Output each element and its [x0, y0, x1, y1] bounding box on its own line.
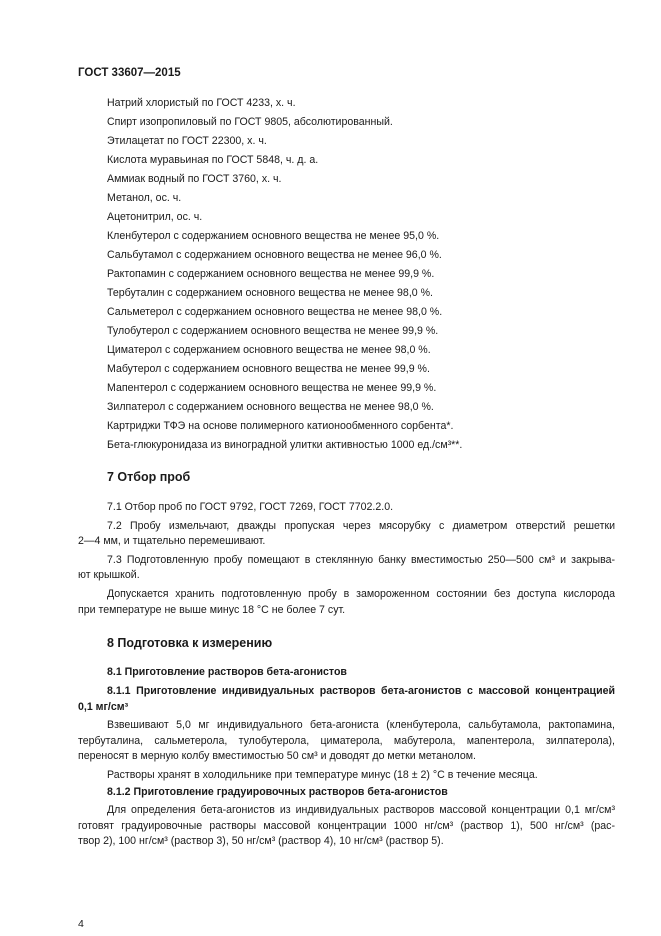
clause-7-3-line2: ют крышкой. — [78, 569, 140, 581]
reagent-item: Этилацетат по ГОСТ 22300, х. ч. — [107, 135, 267, 147]
reagent-item: Мабутерол с содержанием основного вещества не менее 99,9 %. — [107, 363, 430, 375]
subsection-8-1-1-line1: 8.1.1 Приготовление индивидуальных растворов бета-агонистов с массовой концентрацией — [107, 685, 615, 697]
section-8-heading: 8 Подготовка к измерению — [107, 636, 273, 650]
section-7-heading: 7 Отбор проб — [107, 470, 191, 484]
clause-7-3-line1: 7.3 Подготовленную пробу помещают в стеклянную банку вместимостью 250—500 см³ и закрыва- — [107, 554, 615, 566]
reagent-item: Тулобутерол с содержанием основного вещества не менее 99,9 %. — [107, 325, 439, 337]
storage-note-line1: Допускается хранить подготовленную пробу в замороженном состоянии без доступа кислорода — [107, 588, 615, 600]
reagent-item: Картриджи ТФЭ на основе полимерного катионообменного сорбента*. — [107, 420, 454, 432]
storage-solutions: Растворы хранят в холодильнике при температуре минус (18 ± 2) °С в течение месяца. — [107, 769, 538, 781]
page-number: 4 — [78, 918, 84, 930]
calibration-line3: твор 2), 100 нг/см³ (раствор 3), 50 нг/см³ (раствор 4), 10 нг/см³ (раствор 5). — [78, 835, 444, 847]
subsection-8-1: 8.1 Приготовление растворов бета-агонистов — [107, 666, 347, 678]
reagent-item: Кислота муравьиная по ГОСТ 5848, ч. д. а. — [107, 154, 319, 166]
reagent-item: Аммиак водный по ГОСТ 3760, х. ч. — [107, 173, 282, 185]
weighing-line1: Взвешивают 5,0 мг индивидуального бета-агониста (кленбутерола, сальбутамола, рактопамина, — [107, 719, 615, 731]
reagent-item: Бета-глюкуронидаза из виноградной улитки активностью 1000 ед./см³**. — [107, 439, 463, 451]
reagent-item: Зилпатерол с содержанием основного вещества не менее 98,0 %. — [107, 401, 434, 413]
clause-7-1: 7.1 Отбор проб по ГОСТ 9792, ГОСТ 7269, ГОСТ 7702.2.0. — [107, 501, 394, 513]
reagent-item: Рактопамин с содержанием основного вещества не менее 99,9 %. — [107, 268, 435, 280]
reagent-item: Мапентерол с содержанием основного вещества не менее 99,9 %. — [107, 382, 437, 394]
reagent-item: Циматерол с содержанием основного вещества не менее 98,0 %. — [107, 344, 431, 356]
clause-7-2-line2: 2—4 мм, и тщательно перемешивают. — [78, 535, 266, 547]
storage-note-line2: при температуре не выше минус 18 °C не более 7 сут. — [78, 604, 346, 616]
reagent-item: Тербуталин с содержанием основного вещества не менее 98,0 %. — [107, 287, 433, 299]
subsection-8-1-2: 8.1.2 Приготовление градуировочных растворов бета-агонистов — [107, 786, 448, 798]
clause-7-2-line1: 7.2 Пробу измельчают, дважды пропуская через мясорубку с диаметром отверстий решетки — [107, 520, 615, 532]
weighing-line3: переносят в мерную колбу вместимостью 50 см³ и доводят до метки метанолом. — [78, 750, 476, 762]
reagent-item: Метанол, ос. ч. — [107, 192, 182, 204]
reagent-item: Кленбутерол с содержанием основного вещества не менее 95,0 %. — [107, 230, 440, 242]
calibration-line2: готовят градуировочные растворы массовой концентрации 1000 нг/см³ (раствор 1), 500 нг/см³ (рас- — [78, 820, 615, 832]
page-header: ГОСТ 33607—2015 — [78, 67, 181, 79]
reagent-item: Сальбутамол с содержанием основного вещества не менее 96,0 %. — [107, 249, 442, 261]
calibration-line1: Для определения бета-агонистов из индивидуальных растворов массовой концентрации 0,1 мг/см³ — [107, 804, 615, 816]
reagent-item: Спирт изопропиловый по ГОСТ 9805, абсолютированный. — [107, 116, 393, 128]
weighing-line2: тербуталина, сальметерола, тулобутерола, циматерола, мабутерола, мапентерола, зилпатерола), — [78, 735, 615, 747]
subsection-8-1-1-line2: 0,1 мг/см³ — [78, 701, 129, 713]
reagent-item: Натрий хлористый по ГОСТ 4233, х. ч. — [107, 97, 296, 109]
reagent-item: Сальметерол с содержанием основного вещества не менее 98,0 %. — [107, 306, 443, 318]
reagent-item: Ацетонитрил, ос. ч. — [107, 211, 203, 223]
